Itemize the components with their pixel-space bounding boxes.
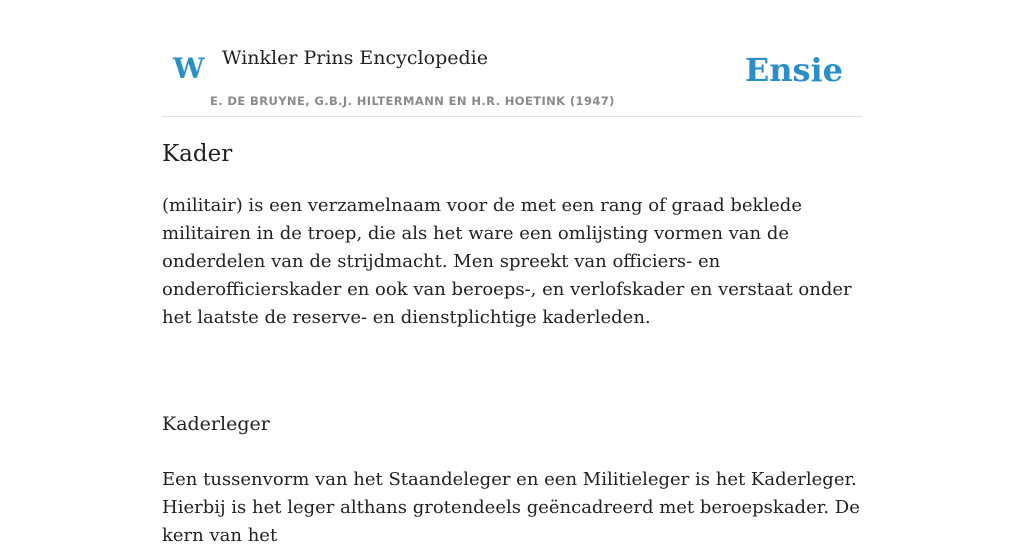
publication-logo-icon[interactable]: W <box>173 52 205 85</box>
article-subheading: Kaderleger <box>162 413 270 435</box>
article-content <box>162 136 862 550</box>
article-title: Kader <box>162 141 233 167</box>
ensie-brand-logo[interactable]: Ensie <box>744 51 843 89</box>
publication-title-link[interactable]: Winkler Prins Encyclopedie <box>222 47 488 69</box>
article-subparagraph: Een tussenvorm van het Staandeleger en een Militieleger is het Kaderleger. Hierbij is het leger althans grotendeels geëncadreerd met beroepskader. De kern van het <box>162 469 860 546</box>
article-paragraph: (militair) is een verzamelnaam voor de met een rang of graad beklede militairen in de troep, die als het ware een omlijsting vormen van de onderdelen van de strijdmacht. Men spreekt van officiers- en onderofficierskader en ook van beroeps-, en verlofskader en verstaat onder het laatste de reserve- en dienstplichtige kaderleden. <box>162 195 852 328</box>
publication-authors: E. DE BRUYNE, G.B.J. HILTERMANN EN H.R. HOETINK (1947) <box>210 94 615 108</box>
site-header <box>162 0 862 117</box>
